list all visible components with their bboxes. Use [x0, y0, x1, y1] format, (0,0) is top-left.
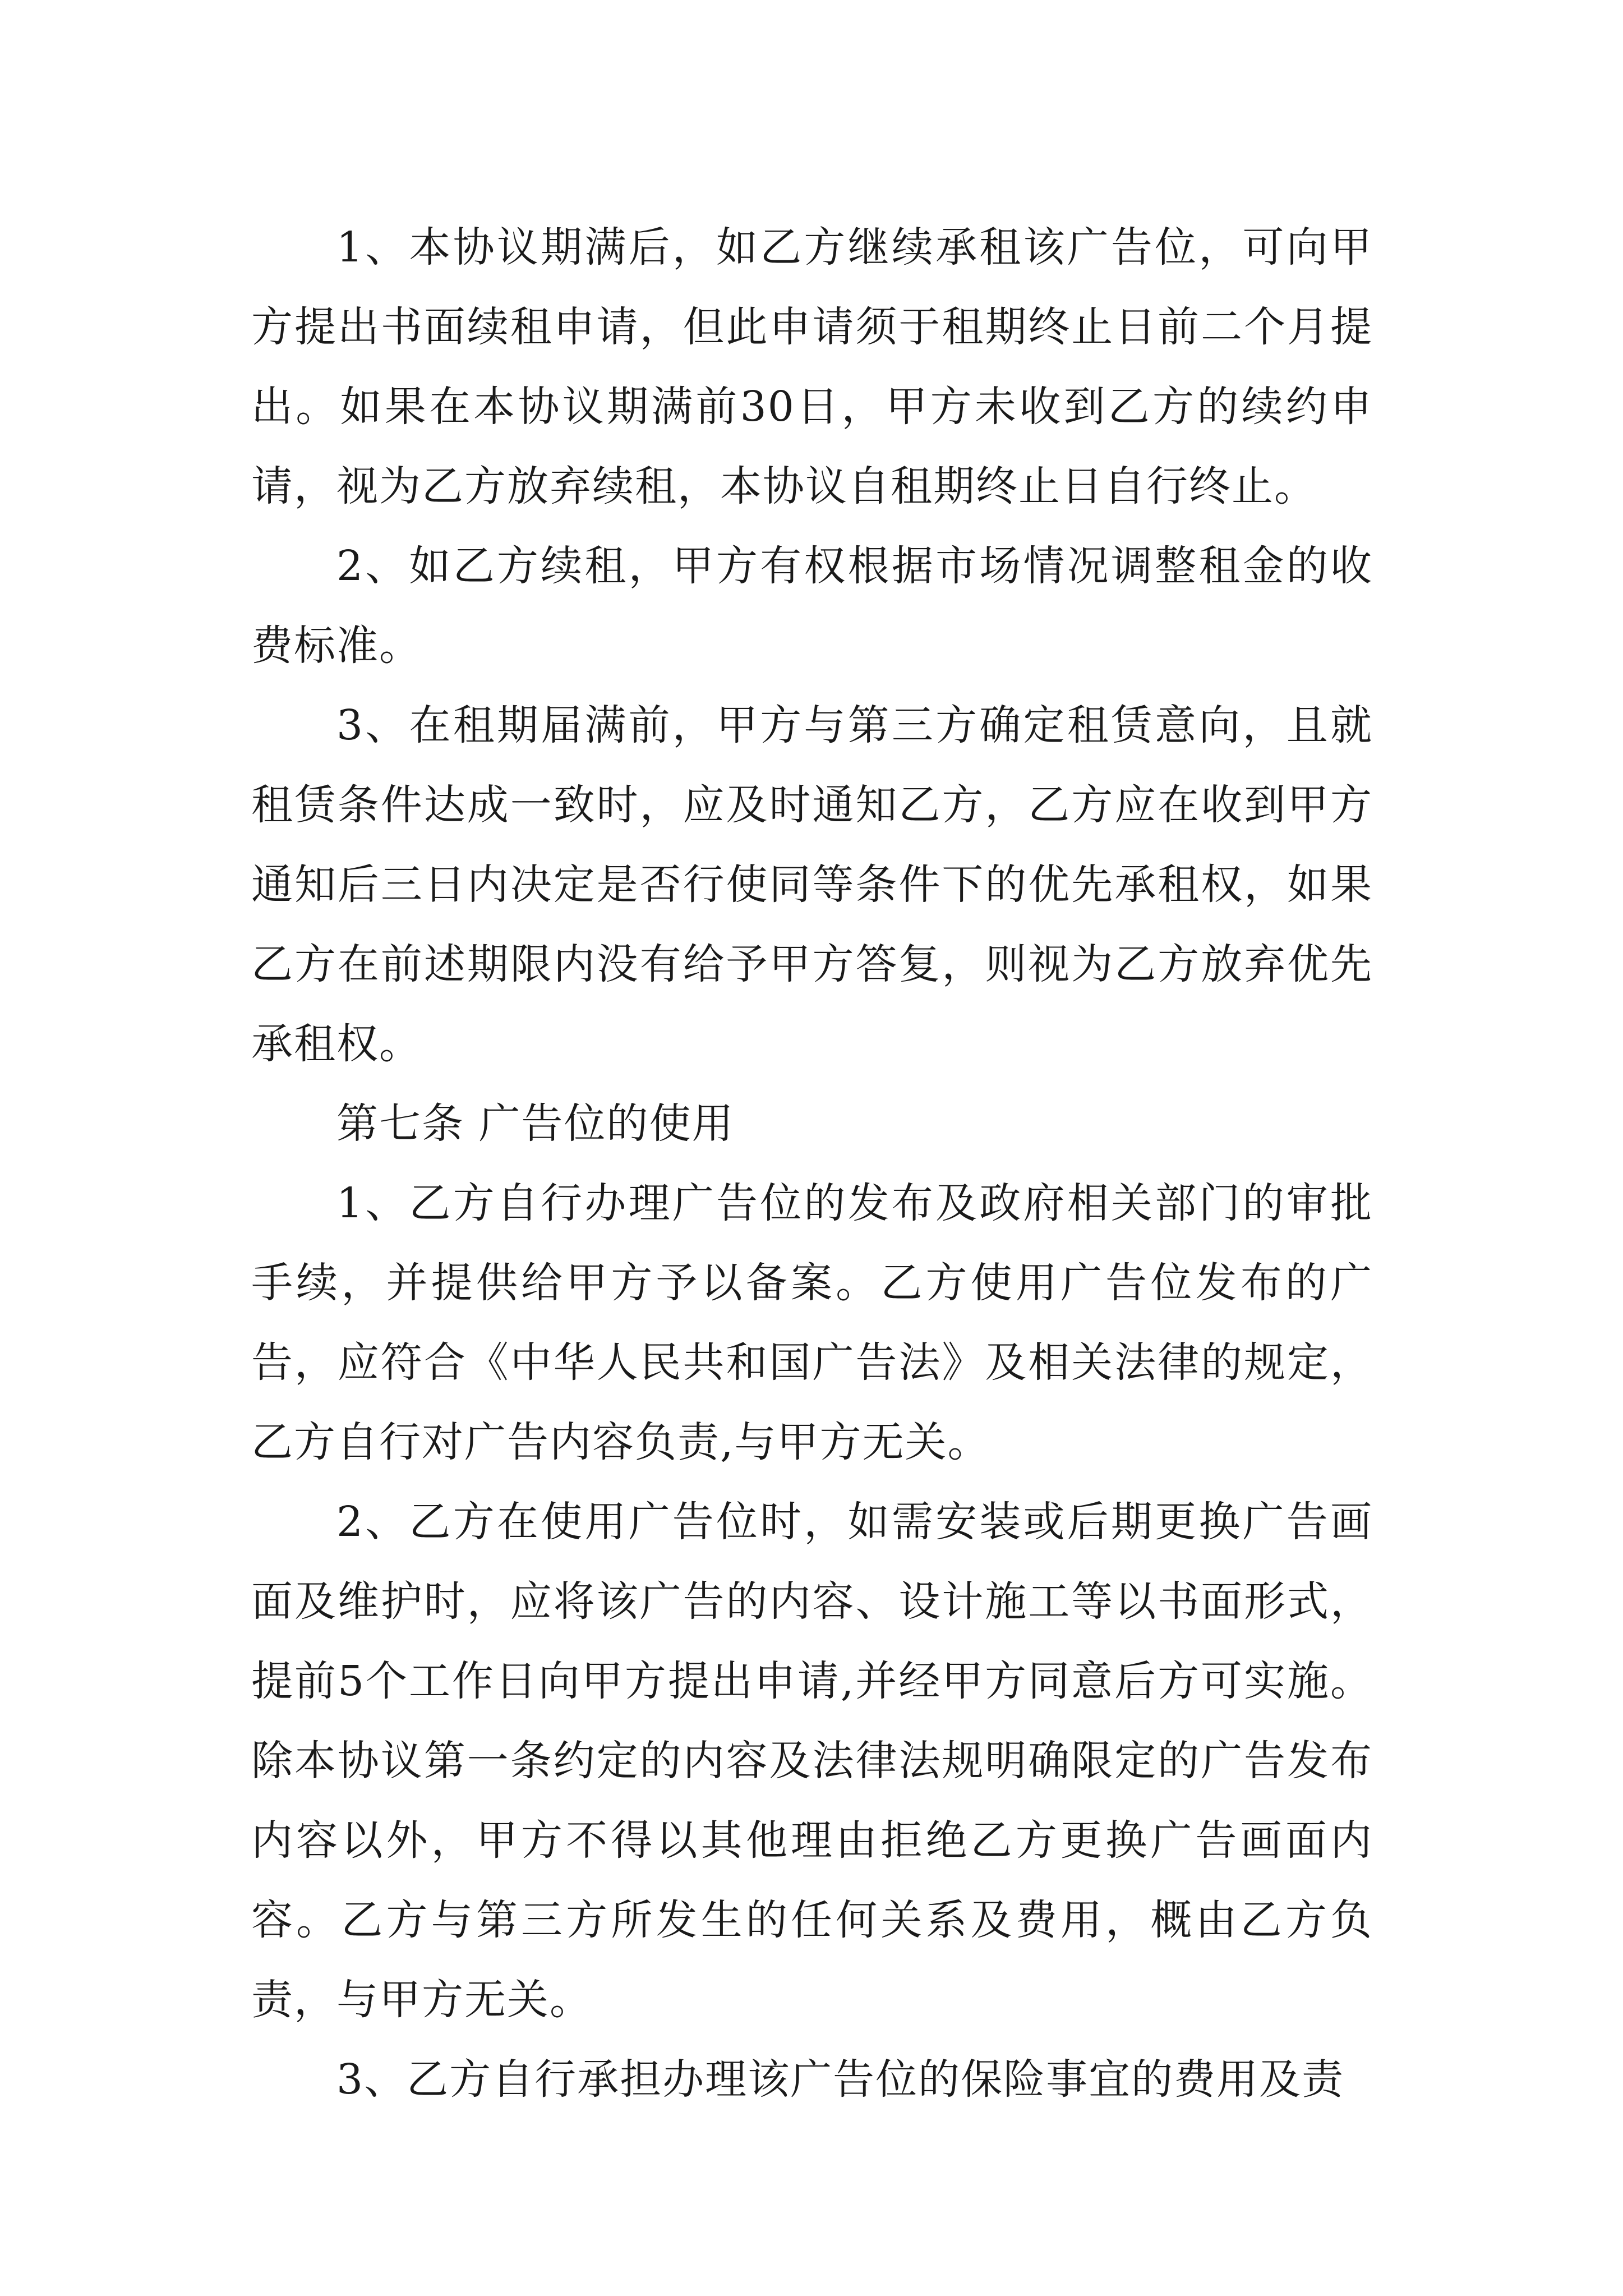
- paragraph-renewal-application: 1、本协议期满后，如乙方继续承租该广告位，可向甲方提出书面续租申请，但此申请须于租期终止日前二个月提出。如果在本协议期满前30日，甲方未收到乙方的续约申请，视为乙方放弃续租，本协议自租期终止日自行终止。: [251, 223, 1373, 510]
- paragraph-ad-replacement: 2、乙方在使用广告位时，如需安装或后期更换广告画面及维护时，应将该广告的内容、设计施工等以书面形式，提前5个工作日向甲方提出申请,并经甲方同意后方可实施。除本协议第一条约定的内容及法律法规明确限定的广告发布内容以外，甲方不得以其他理由拒绝乙方更换广告画面内容。乙方与第三方所发生的任何关系及费用，概由乙方负责，与甲方无关。: [251, 1498, 1373, 2024]
- paragraph-ad-approval: 1、乙方自行办理广告位的发布及政府相关部门的审批手续，并提供给甲方予以备案。乙方使用广告位发布的广告，应符合《中华人民共和国广告法》及相关法律的规定，乙方自行对广告内容负责,与甲方无关。: [251, 1179, 1373, 1466]
- paragraph-priority-lease-right: 3、在租期届满前，甲方与第三方确定租赁意向，且就租赁条件达成一致时，应及时通知乙方，乙方应在收到甲方通知后三日内决定是否行使同等条件下的优先承租权，如果乙方在前述期限内没有给予甲方答复，则视为乙方放弃优先承租权。: [251, 701, 1373, 1068]
- section-heading: 第七条 广告位的使用: [336, 1099, 735, 1148]
- paragraph-insurance: 3、乙方自行承担办理该广告位的保险事宜的费用及责: [336, 2055, 1345, 2104]
- paragraph-rent-adjustment: 2、如乙方续租，甲方有权根据市场情况调整租金的收费标准。: [251, 542, 1373, 670]
- document-page: [251, 208, 1373, 2119]
